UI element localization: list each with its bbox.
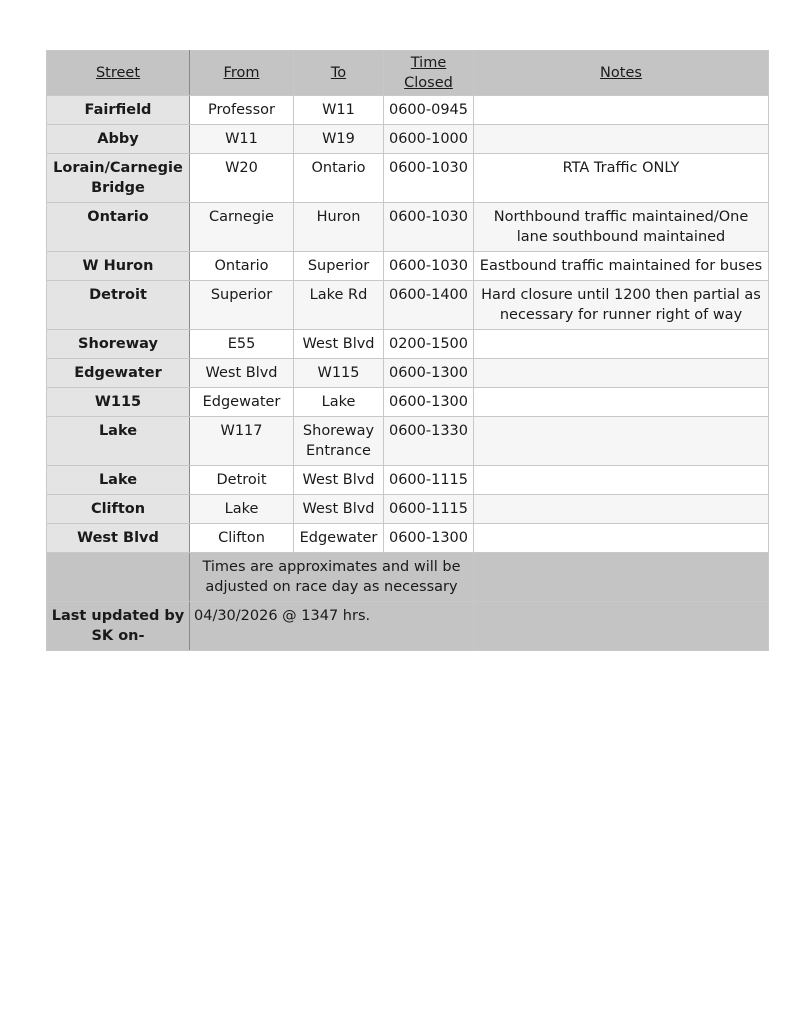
cell-to: West Blvd	[294, 495, 384, 524]
cell-from: Carnegie	[190, 203, 294, 252]
road-closures-table	[46, 50, 769, 651]
table-row	[47, 96, 769, 125]
cell-time: 0600-1030	[384, 154, 474, 203]
cell-notes: Eastbound traffic maintained for buses	[474, 252, 769, 281]
cell-notes	[474, 330, 769, 359]
cell-to: Lake Rd	[294, 281, 384, 330]
cell-time: 0600-1300	[384, 359, 474, 388]
cell-time: 0600-1400	[384, 281, 474, 330]
cell-from: Clifton	[190, 524, 294, 553]
cell-notes	[474, 524, 769, 553]
cell-street: W Huron	[47, 252, 190, 281]
cell-from: Professor	[190, 96, 294, 125]
cell-time: 0600-1330	[384, 417, 474, 466]
footer-row-note	[47, 553, 769, 602]
cell-notes	[474, 466, 769, 495]
cell-to: Edgewater	[294, 524, 384, 553]
cell-to: W11	[294, 96, 384, 125]
cell-from: Superior	[190, 281, 294, 330]
table-row	[47, 466, 769, 495]
header-row	[47, 51, 769, 96]
cell-from: W11	[190, 125, 294, 154]
cell-time: 0600-1030	[384, 252, 474, 281]
cell-street: Lorain/Carnegie Bridge	[47, 154, 190, 203]
cell-from: Ontario	[190, 252, 294, 281]
cell-street: Edgewater	[47, 359, 190, 388]
table-row	[47, 252, 769, 281]
cell-to: West Blvd	[294, 466, 384, 495]
table-row	[47, 154, 769, 203]
cell-notes	[474, 96, 769, 125]
cell-time: 0600-0945	[384, 96, 474, 125]
footer-row-updated	[47, 602, 769, 651]
header-to: To	[294, 51, 384, 96]
table-row	[47, 203, 769, 252]
header-time-line1: Time	[410, 55, 447, 71]
cell-street: Abby	[47, 125, 190, 154]
cell-from: W117	[190, 417, 294, 466]
cell-from: Lake	[190, 495, 294, 524]
cell-street: Detroit	[47, 281, 190, 330]
table-row	[47, 417, 769, 466]
cell-time: 0600-1030	[384, 203, 474, 252]
cell-notes	[474, 125, 769, 154]
cell-street: West Blvd	[47, 524, 190, 553]
cell-street: Shoreway	[47, 330, 190, 359]
cell-from: West Blvd	[190, 359, 294, 388]
cell-time: 0600-1115	[384, 466, 474, 495]
table-row	[47, 524, 769, 553]
cell-to: Superior	[294, 252, 384, 281]
cell-notes: Northbound traffic maintained/One lane southbound maintained	[474, 203, 769, 252]
cell-to: Lake	[294, 388, 384, 417]
cell-street: Lake	[47, 466, 190, 495]
cell-from: W20	[190, 154, 294, 203]
cell-street: Clifton	[47, 495, 190, 524]
cell-time: 0600-1300	[384, 388, 474, 417]
cell-notes: Hard closure until 1200 then partial as necessary for runner right of way	[474, 281, 769, 330]
header-time-line2: Closed	[404, 75, 453, 91]
cell-to: Ontario	[294, 154, 384, 203]
updated-value: 04/30/2026 @ 1347 hrs.	[190, 602, 474, 651]
cell-notes	[474, 495, 769, 524]
approx-note: Times are approximates and will be adjusted on race day as necessary	[190, 553, 474, 602]
table-row	[47, 281, 769, 330]
cell-time: 0600-1300	[384, 524, 474, 553]
cell-time: 0200-1500	[384, 330, 474, 359]
table-row	[47, 495, 769, 524]
header-notes: Notes	[474, 51, 769, 96]
cell-street: Fairfield	[47, 96, 190, 125]
cell-to: W19	[294, 125, 384, 154]
cell-notes: RTA Traffic ONLY	[474, 154, 769, 203]
cell-time: 0600-1000	[384, 125, 474, 154]
cell-time: 0600-1115	[384, 495, 474, 524]
table-row	[47, 359, 769, 388]
cell-to: West Blvd	[294, 330, 384, 359]
header-time-closed	[384, 51, 474, 96]
cell-from: E55	[190, 330, 294, 359]
cell-from: Detroit	[190, 466, 294, 495]
table-row	[47, 388, 769, 417]
cell-notes	[474, 388, 769, 417]
cell-to: Huron	[294, 203, 384, 252]
updated-label: Last updated by SK on-	[47, 602, 190, 651]
cell-street: W115	[47, 388, 190, 417]
cell-notes	[474, 417, 769, 466]
header-street: Street	[47, 51, 190, 96]
table-row	[47, 125, 769, 154]
header-from: From	[190, 51, 294, 96]
cell-street: Ontario	[47, 203, 190, 252]
cell-from: Edgewater	[190, 388, 294, 417]
cell-notes	[474, 359, 769, 388]
cell-to: W115	[294, 359, 384, 388]
cell-to: Shoreway Entrance	[294, 417, 384, 466]
table-row	[47, 330, 769, 359]
cell-street: Lake	[47, 417, 190, 466]
